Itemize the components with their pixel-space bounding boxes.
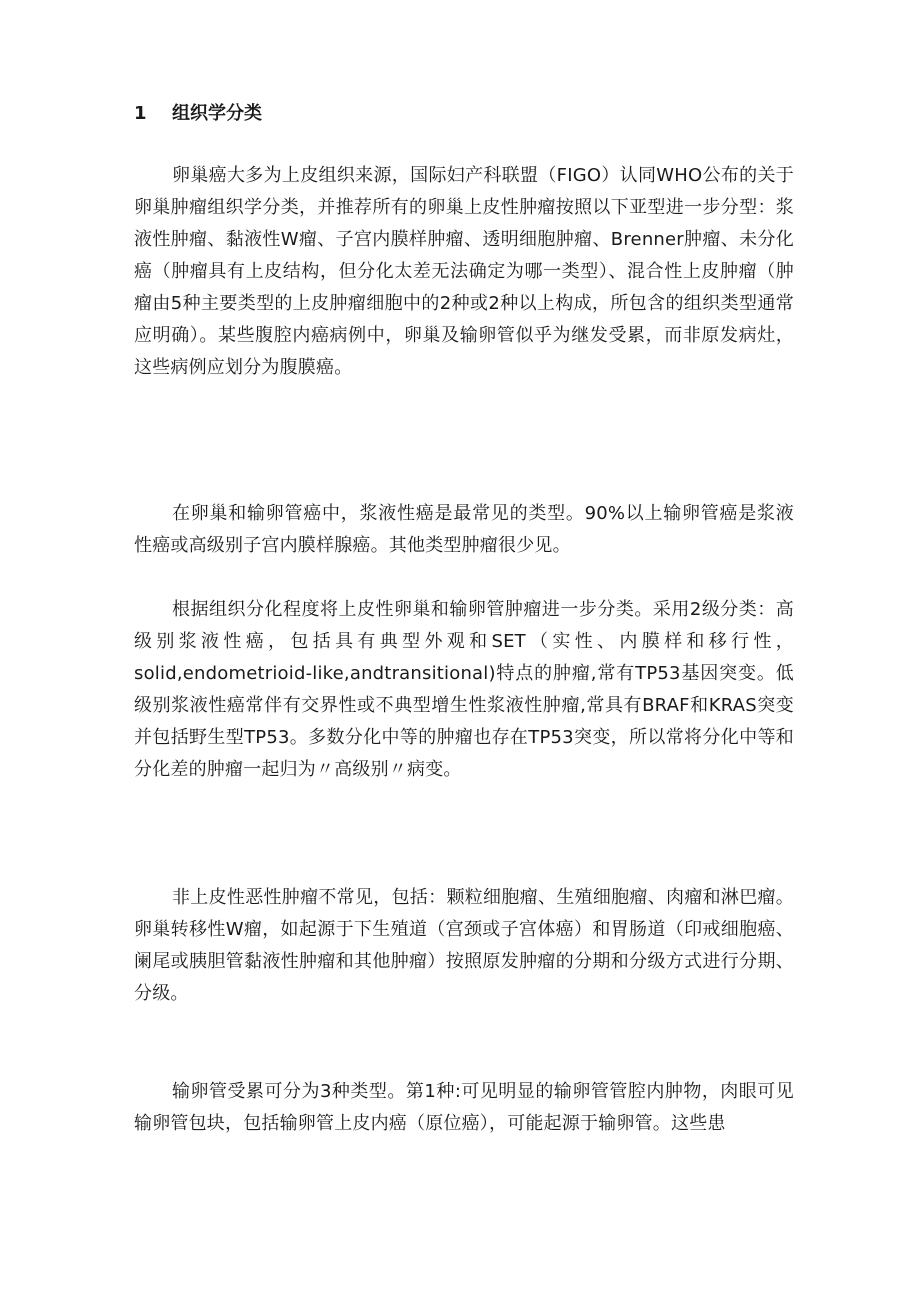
- section-number: 1: [134, 103, 147, 124]
- paragraph-serous-carcinoma: 在卵巢和输卵管癌中，浆液性癌是最常见的类型。90%以上输卵管癌是浆液性癌或高级别子宫内膜样腺癌。其他类型肿瘤很少见。: [134, 503, 794, 556]
- paragraph-non-epithelial: 非上皮性恶性肿瘤不常见，包括：颗粒细胞瘤、生殖细胞瘤、肉瘤和淋巴瘤。卵巢转移性W瘤，如起源于下生殖道（宫颈或子宫体癌）和胃肠道（印戒细胞癌、阑尾或胰胆管黏液性肿瘤和其他肿瘤）按照原发肿瘤的分期和分级方式进行分期、分级。: [134, 887, 794, 1004]
- section-title: 组织学分类: [172, 103, 262, 124]
- paragraph-histology-classification: 卵巢癌大多为上皮组织来源，国际妇产科联盟（FIGO）认同WHO公布的关于卵巢肿瘤组织学分类，并推荐所有的卵巢上皮性肿瘤按照以下亚型进一步分型：浆液性肿瘤、黏液性W瘤、子宫内膜样肿瘤、透明细胞肿瘤、Brenner肿瘤、未分化癌（肿瘤具有上皮结构，但分化太差无法确定为哪一类型）、混合性上皮肿瘤（肿瘤由5种主要类型的上皮肿瘤细胞中的2种或2种以上构成，所包含的组织类型通常应明确）。某些腹腔内癌病例中，卵巢及输卵管似乎为继发受累，而非原发病灶，这些病例应划分为腹膜癌。: [134, 165, 794, 378]
- paragraph-grading: 根据组织分化程度将上皮性卵巢和输卵管肿瘤进一步分类。采用2级分类：高级别浆液性癌，包括具有典型外观和SET（实性、内膜样和移行性，solid,endometrioid-like,andtransitional)特点的肿瘤,常有TP53基因突变。低级别浆液性癌常伴有交界性或不典型增生性浆液性肿瘤,常具有BRAF和KRAS突变并包括野生型TP53。多数分化中等的肿瘤也存在TP53突变，所以常将分化中等和分化差的肿瘤一起归为〃高级别〃病变。: [134, 599, 794, 780]
- section-heading: [134, 100, 262, 128]
- paragraph-tubal-involvement: 输卵管受累可分为3种类型。第1种:可见明显的输卵管管腔内肿物，肉眼可见输卵管包块，包括输卵管上皮内癌（原位癌），可能起源于输卵管。这些患: [134, 1081, 794, 1134]
